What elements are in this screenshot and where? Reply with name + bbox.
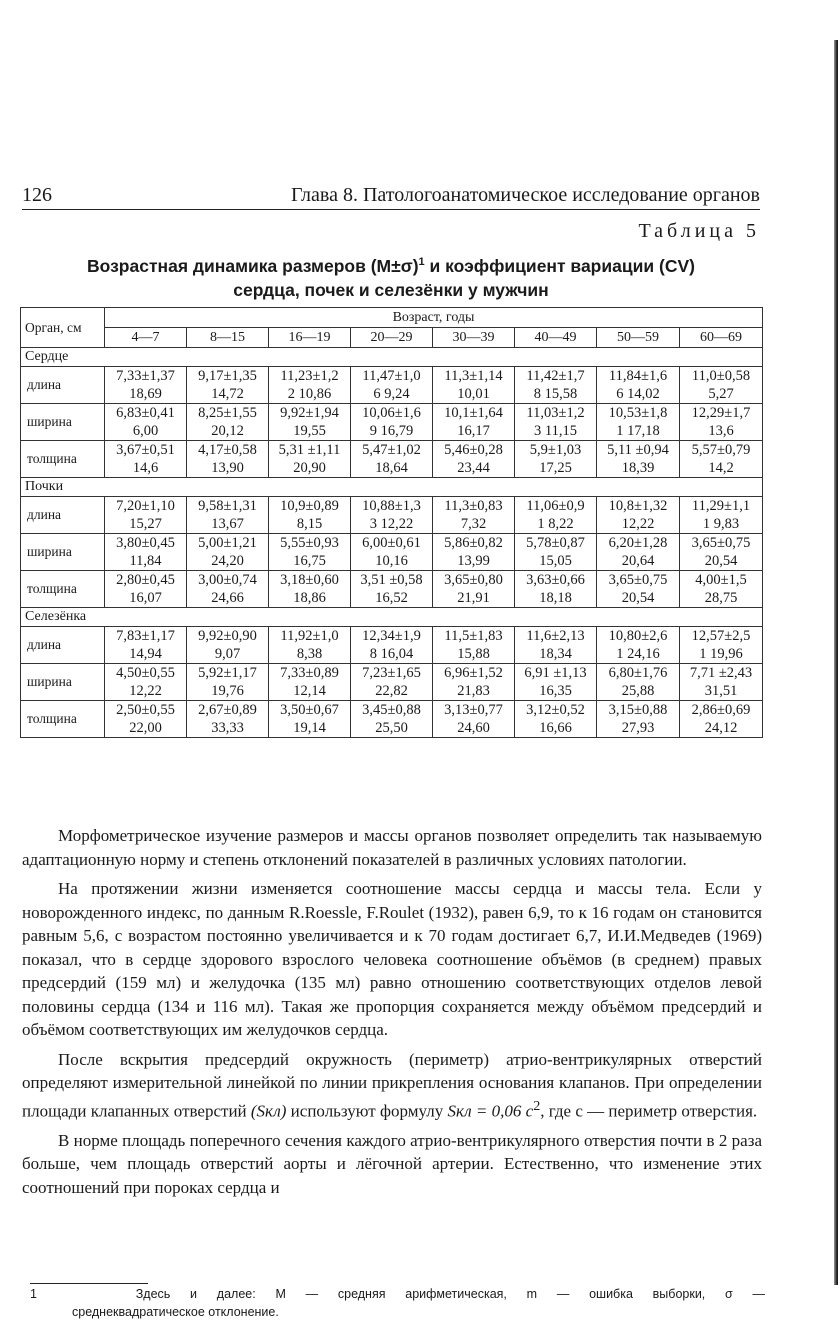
mean-sd-value: 7,71 ±2,43 — [689, 665, 753, 681]
table-cell — [187, 664, 269, 701]
table-cell — [351, 404, 433, 441]
cv-value: 13,67 — [211, 516, 244, 532]
cv-value: 6 9,24 — [373, 386, 410, 402]
mean-sd-value: 11,84±1,6 — [608, 368, 668, 384]
mean-sd-value: 10,88±1,3 — [362, 498, 421, 514]
measure-label: толщина — [21, 701, 105, 738]
table-cell — [269, 534, 351, 571]
cv-value: 2 10,86 — [287, 386, 332, 402]
mean-sd-value: 11,5±1,83 — [444, 628, 503, 644]
table-cell — [680, 627, 763, 664]
table-cell — [351, 701, 433, 738]
organ-group-row — [21, 348, 763, 367]
cv-value: 18,69 — [129, 386, 162, 402]
cv-value: 21,91 — [457, 590, 490, 606]
cv-value: 15,27 — [129, 516, 162, 532]
mean-sd-value: 7,20±1,10 — [116, 498, 175, 514]
table-cell — [433, 701, 515, 738]
table-cell — [269, 497, 351, 534]
mean-sd-value: 2,86±0,69 — [691, 702, 751, 718]
table-cell — [597, 627, 680, 664]
body-text — [22, 824, 762, 1205]
table-cell — [433, 404, 515, 441]
cv-value: 14,6 — [132, 460, 159, 476]
mean-sd-value: 3,00±0,74 — [198, 572, 257, 588]
cv-value: 12,22 — [129, 683, 162, 699]
cv-value: 16,52 — [375, 590, 408, 606]
cv-value: 8 16,04 — [369, 646, 414, 662]
mean-sd-value: 6,91 ±1,13 — [524, 665, 587, 681]
age-group-header: 20—29 — [351, 328, 433, 348]
paragraph-3-c: , где c — периметр отверстия. — [540, 1101, 758, 1121]
mean-sd-value: 3,12±0,52 — [526, 702, 585, 718]
mean-sd-value: 10,9±0,89 — [280, 498, 339, 514]
table-cell — [105, 497, 187, 534]
table-cell — [433, 441, 515, 478]
table-cell — [351, 571, 433, 608]
measure-label: длина — [21, 497, 105, 534]
table-row — [21, 497, 763, 534]
table-cell — [433, 627, 515, 664]
mean-sd-value: 9,92±0,90 — [198, 628, 257, 644]
paragraph-3-symbol: (Sкл) — [250, 1101, 287, 1121]
mean-sd-value: 7,23±1,65 — [362, 665, 421, 681]
table-cell — [515, 701, 597, 738]
mean-sd-value: 11,6±2,13 — [526, 628, 585, 644]
measure-label: ширина — [21, 664, 105, 701]
mean-sd-value: 6,00±0,61 — [362, 535, 421, 551]
cv-value: 1 9,83 — [702, 516, 740, 532]
age-group-header: 16—19 — [269, 328, 351, 348]
table-cell — [269, 664, 351, 701]
cv-value: 20,54 — [621, 590, 655, 606]
table-cell — [680, 404, 763, 441]
cv-value: 22,82 — [375, 683, 408, 699]
mean-sd-value: 4,17±0,58 — [198, 442, 257, 458]
measurements-table — [20, 307, 763, 738]
cv-value: 14,94 — [129, 646, 162, 662]
table-title-part-b: и коэффициент вариации (CV) — [424, 255, 695, 276]
mean-sd-value: 6,80±1,76 — [608, 665, 668, 681]
table-cell — [433, 571, 515, 608]
measure-label: длина — [21, 627, 105, 664]
organ-group-row — [21, 478, 763, 497]
mean-sd-value: 6,83±0,41 — [116, 405, 175, 421]
paragraph-3-a: После вскрытия предсердий окружность (периметр) атрио-вентрикулярных отверстий определяют измерительной линейкой по линии прикрепления основания клапанов. При определении площади клапанных отверстий — [22, 1049, 762, 1121]
formula-exponent: 2 — [533, 1097, 541, 1114]
cv-value: 24,12 — [704, 720, 738, 736]
paragraph-3-b: используют формулу — [286, 1101, 448, 1121]
table-cell — [187, 571, 269, 608]
mean-sd-value: 9,17±1,35 — [198, 368, 257, 384]
table-cell — [351, 664, 433, 701]
page-edge-shadow — [834, 40, 838, 1285]
mean-sd-value: 9,92±1,94 — [280, 405, 339, 421]
cv-value: 1 8,22 — [537, 516, 574, 532]
table-cell — [105, 441, 187, 478]
mean-sd-value: 5,86±0,82 — [444, 535, 503, 551]
mean-sd-value: 7,33±1,37 — [116, 368, 175, 384]
formula: Sкл = 0,06 c — [447, 1101, 534, 1121]
table-cell — [105, 664, 187, 701]
cv-value: 12,22 — [621, 516, 655, 532]
mean-sd-value: 2,50±0,55 — [116, 702, 175, 718]
cv-value: 12,14 — [293, 683, 326, 699]
cv-value: 10,01 — [457, 386, 490, 402]
mean-sd-value: 4,00±1,5 — [695, 572, 747, 588]
mean-sd-value: 10,1±1,64 — [444, 405, 503, 421]
cv-value: 20,54 — [704, 553, 738, 569]
mean-sd-value: 11,42±1,7 — [526, 368, 585, 384]
table-cell — [187, 627, 269, 664]
cv-value: 23,44 — [457, 460, 490, 476]
table-cell — [269, 404, 351, 441]
cv-value: 18,39 — [621, 460, 655, 476]
table-cell — [105, 701, 187, 738]
cv-value: 18,18 — [539, 590, 572, 606]
cv-value: 24,60 — [457, 720, 490, 736]
table-row — [21, 571, 763, 608]
mean-sd-value: 3,63±0,66 — [526, 572, 585, 588]
table-cell — [515, 664, 597, 701]
cv-value: 8 15,58 — [533, 386, 578, 402]
table-cell — [433, 497, 515, 534]
table-cell — [515, 441, 597, 478]
age-group-header: 50—59 — [597, 328, 680, 348]
cv-value: 10,16 — [375, 553, 408, 569]
mean-sd-value: 4,50±0,55 — [116, 665, 175, 681]
mean-sd-value: 3,45±0,88 — [362, 702, 421, 718]
mean-sd-value: 11,03±1,2 — [526, 405, 585, 421]
cv-value: 20,12 — [211, 423, 244, 439]
table-cell — [680, 441, 763, 478]
age-group-header: 60—69 — [680, 328, 763, 348]
age-group-header: 4—7 — [105, 328, 187, 348]
table-cell — [105, 571, 187, 608]
cv-value: 16,75 — [293, 553, 326, 569]
mean-sd-value: 11,29±1,1 — [691, 498, 751, 514]
cv-value: 11,84 — [129, 553, 162, 569]
mean-sd-value: 12,34±1,9 — [362, 628, 421, 644]
table-row — [21, 404, 763, 441]
table-cell — [597, 664, 680, 701]
cv-value: 24,66 — [211, 590, 244, 606]
table-cell — [515, 497, 597, 534]
cv-value: 6 14,02 — [616, 386, 660, 402]
cv-value: 3 12,22 — [369, 516, 414, 532]
mean-sd-value: 2,67±0,89 — [198, 702, 257, 718]
table-cell — [680, 664, 763, 701]
table-cell — [187, 534, 269, 571]
measure-label: длина — [21, 367, 105, 404]
cv-value: 16,07 — [129, 590, 162, 606]
mean-sd-value: 3,50±0,67 — [280, 702, 339, 718]
mean-sd-value: 10,06±1,6 — [362, 405, 421, 421]
mean-sd-value: 8,25±1,55 — [198, 405, 257, 421]
table-cell — [597, 571, 680, 608]
cv-value: 15,88 — [457, 646, 490, 662]
organ-group-name: Селезёнка — [21, 608, 763, 627]
chapter-title: Глава 8. Патологоанатомическое исследование органов — [291, 184, 760, 206]
mean-sd-value: 6,96±1,52 — [444, 665, 503, 681]
running-header — [22, 183, 760, 210]
cv-value: 7,32 — [460, 516, 487, 532]
mean-sd-value: 3,65±0,75 — [691, 535, 751, 551]
cv-value: 3 11,15 — [534, 423, 577, 439]
mean-sd-value: 7,33±0,89 — [280, 665, 339, 681]
table-body — [21, 348, 763, 738]
measure-label: толщина — [21, 441, 105, 478]
mean-sd-value: 11,47±1,0 — [362, 368, 421, 384]
measure-label: ширина — [21, 404, 105, 441]
cv-value: 9,07 — [214, 646, 241, 662]
cv-value: 33,33 — [211, 720, 244, 736]
organ-group-name: Сердце — [21, 348, 763, 367]
footnote-rule — [30, 1283, 148, 1284]
mean-sd-value: 12,57±2,5 — [691, 628, 751, 644]
cv-value: 25,88 — [621, 683, 655, 699]
table-cell — [351, 627, 433, 664]
paragraph-2: На протяжении жизни изменяется соотношение массы сердца и массы тела. Если у новорожденного индекс, по данным R.Roessle, F.Roulet (1932), равен 6,9, то к 16 годам он становится равным 5,6, с возрастом постоянно увеличивается и к 70 годам достигает 6,7, И.И.Медведев (1969) показал, что в сердце здорового взрослого человека соотношение объёмов (в среднем) правых предсердий (159 мл) и желудочка (135 мл) равно отношению соответствующих отделов левой половины сердца (134 и 116 мл). Такая же пропорция сохраняется между объёмом предсердий и объёмом соответствующих им желудочков сердца. — [22, 879, 762, 1039]
cv-value: 1 17,18 — [616, 423, 660, 439]
mean-sd-value: 3,65±0,80 — [444, 572, 503, 588]
paragraph-4: В норме площадь поперечного сечения каждого атрио-вентрикулярного отверстия почти в 2 раза больше, чем площадь отверстий аорты и лёгочной артерии. Естественно, что изменение этих соотношений при пороках сердца и — [22, 1130, 762, 1197]
table-cell — [351, 367, 433, 404]
table-cell — [597, 701, 680, 738]
mean-sd-value: 5,92±1,17 — [198, 665, 257, 681]
table-cell — [105, 534, 187, 571]
mean-sd-value: 11,3±1,14 — [444, 368, 503, 384]
table-cell — [351, 497, 433, 534]
footnote-line2: среднеквадратическое отклонение. — [72, 1305, 279, 1319]
table-cell — [515, 571, 597, 608]
table-cell — [433, 534, 515, 571]
mean-sd-value: 11,06±0,9 — [526, 498, 585, 514]
table-title — [22, 250, 760, 302]
table-cell — [680, 701, 763, 738]
mean-sd-value: 6,20±1,28 — [608, 535, 668, 551]
page-number: 126 — [22, 184, 52, 206]
mean-sd-value: 5,46±0,28 — [444, 442, 503, 458]
cv-value: 15,05 — [539, 553, 572, 569]
mean-sd-value: 5,00±1,21 — [198, 535, 257, 551]
mean-sd-value: 5,11 ±0,94 — [607, 442, 669, 458]
mean-sd-value: 5,9±1,03 — [529, 442, 582, 458]
table-cell — [105, 627, 187, 664]
cv-value: 20,64 — [621, 553, 655, 569]
table-cell — [187, 441, 269, 478]
age-group-header: 30—39 — [433, 328, 515, 348]
mean-sd-value: 9,58±1,31 — [198, 498, 257, 514]
table-label: Таблица 5 — [638, 220, 760, 242]
cv-value: 16,35 — [539, 683, 572, 699]
table-cell — [105, 404, 187, 441]
table-cell — [187, 367, 269, 404]
cv-value: 13,6 — [708, 423, 734, 439]
cv-value: 27,93 — [621, 720, 655, 736]
mean-sd-value: 5,31 ±1,11 — [278, 442, 341, 458]
mean-sd-value: 11,92±1,0 — [280, 628, 339, 644]
cv-value: 25,50 — [375, 720, 408, 736]
organ-group-row — [21, 608, 763, 627]
table-cell — [105, 367, 187, 404]
table-title-footnote-ref: 1 — [418, 256, 425, 268]
table-cell — [515, 404, 597, 441]
table-cell — [515, 534, 597, 571]
cv-value: 13,99 — [457, 553, 490, 569]
cv-value: 22,00 — [129, 720, 162, 736]
table-cell — [515, 627, 597, 664]
footnote-number: 1 — [30, 1287, 37, 1301]
organ-group-name: Почки — [21, 478, 763, 497]
table-row — [21, 367, 763, 404]
mean-sd-value: 3,65±0,75 — [608, 572, 668, 588]
table-cell — [680, 571, 763, 608]
table-cell — [187, 701, 269, 738]
mean-sd-value: 3,51 ±0,58 — [360, 572, 423, 588]
cv-value: 24,20 — [211, 553, 244, 569]
cv-value: 31,51 — [704, 683, 738, 699]
table-cell — [269, 571, 351, 608]
table-row — [21, 441, 763, 478]
mean-sd-value: 7,83±1,17 — [116, 628, 175, 644]
cv-value: 1 19,96 — [699, 646, 743, 662]
table-cell — [597, 367, 680, 404]
mean-sd-value: 3,13±0,77 — [444, 702, 503, 718]
table-cell — [597, 497, 680, 534]
cv-value: 14,72 — [211, 386, 244, 402]
age-group-header: 8—15 — [187, 328, 269, 348]
cv-value: 9 16,79 — [369, 423, 414, 439]
cv-value: 1 24,16 — [616, 646, 660, 662]
cv-value: 19,76 — [211, 683, 244, 699]
footnote-text-1: Здесь и далее: M — средняя арифметическая, m — ошибка выборки, σ — — [135, 1287, 765, 1301]
cv-value: 8,38 — [296, 646, 323, 662]
cv-value: 18,34 — [539, 646, 572, 662]
table-cell — [680, 534, 763, 571]
cv-value: 14,2 — [708, 460, 734, 476]
mean-sd-value: 10,80±2,6 — [608, 628, 668, 644]
table-row — [21, 627, 763, 664]
cv-value: 17,25 — [539, 460, 572, 476]
table-cell — [433, 664, 515, 701]
mean-sd-value: 5,55±0,93 — [280, 535, 339, 551]
cv-value: 28,75 — [704, 590, 738, 606]
cv-value: 8,15 — [296, 516, 323, 532]
age-group-header: 40—49 — [515, 328, 597, 348]
mean-sd-value: 5,57±0,79 — [691, 442, 751, 458]
table-cell — [351, 534, 433, 571]
table-cell — [515, 367, 597, 404]
table-cell — [433, 367, 515, 404]
cv-value: 18,86 — [293, 590, 326, 606]
table-row — [21, 534, 763, 571]
measure-label: ширина — [21, 534, 105, 571]
mean-sd-value: 3,18±0,60 — [280, 572, 339, 588]
mean-sd-value: 3,15±0,88 — [608, 702, 668, 718]
table-cell — [680, 367, 763, 404]
header-organ: Орган, см — [21, 308, 105, 348]
mean-sd-value: 3,67±0,51 — [116, 442, 175, 458]
table-cell — [269, 441, 351, 478]
mean-sd-value: 10,53±1,8 — [608, 405, 668, 421]
paragraph-3 — [22, 1048, 762, 1123]
paragraph-1: Морфометрическое изучение размеров и массы органов позволяет определить так называемую адаптационную норму и степень отклонений показателей в различных условиях патологии. — [22, 826, 762, 869]
cv-value: 21,83 — [457, 683, 490, 699]
cv-value: 16,17 — [457, 423, 490, 439]
mean-sd-value: 5,47±1,02 — [362, 442, 421, 458]
cv-value: 19,55 — [293, 423, 326, 439]
table-cell — [597, 441, 680, 478]
cv-value: 6,00 — [132, 423, 159, 439]
table-cell — [351, 441, 433, 478]
cv-value: 13,90 — [211, 460, 244, 476]
table-cell — [269, 701, 351, 738]
cv-value: 16,66 — [539, 720, 572, 736]
mean-sd-value: 12,29±1,7 — [691, 405, 751, 421]
cv-value: 19,14 — [293, 720, 326, 736]
mean-sd-value: 11,23±1,2 — [280, 368, 339, 384]
table-cell — [269, 627, 351, 664]
table-cell — [680, 497, 763, 534]
mean-sd-value: 5,78±0,87 — [526, 535, 585, 551]
table-cell — [269, 367, 351, 404]
mean-sd-value: 3,80±0,45 — [116, 535, 175, 551]
table-cell — [187, 497, 269, 534]
mean-sd-value: 11,0±0,58 — [691, 368, 751, 384]
age-groups-row — [21, 328, 763, 348]
table-cell — [597, 534, 680, 571]
mean-sd-value: 11,3±0,83 — [444, 498, 503, 514]
table-row — [21, 701, 763, 738]
mean-sd-value: 10,8±1,32 — [608, 498, 668, 514]
table-cell — [597, 404, 680, 441]
measure-label: толщина — [21, 571, 105, 608]
table-title-line2: сердца, почек и селезёнки у мужчин — [233, 279, 549, 300]
mean-sd-value: 2,80±0,45 — [116, 572, 175, 588]
table-row — [21, 664, 763, 701]
header-age: Возраст, годы — [105, 308, 763, 328]
footnote — [30, 1285, 765, 1321]
table-cell — [187, 404, 269, 441]
cv-value: 5,27 — [708, 386, 734, 402]
table-title-part-a: Возрастная динамика размеров (M±σ) — [87, 255, 419, 276]
footnote-line1 — [30, 1285, 765, 1303]
cv-value: 18,64 — [375, 460, 408, 476]
cv-value: 20,90 — [293, 460, 326, 476]
